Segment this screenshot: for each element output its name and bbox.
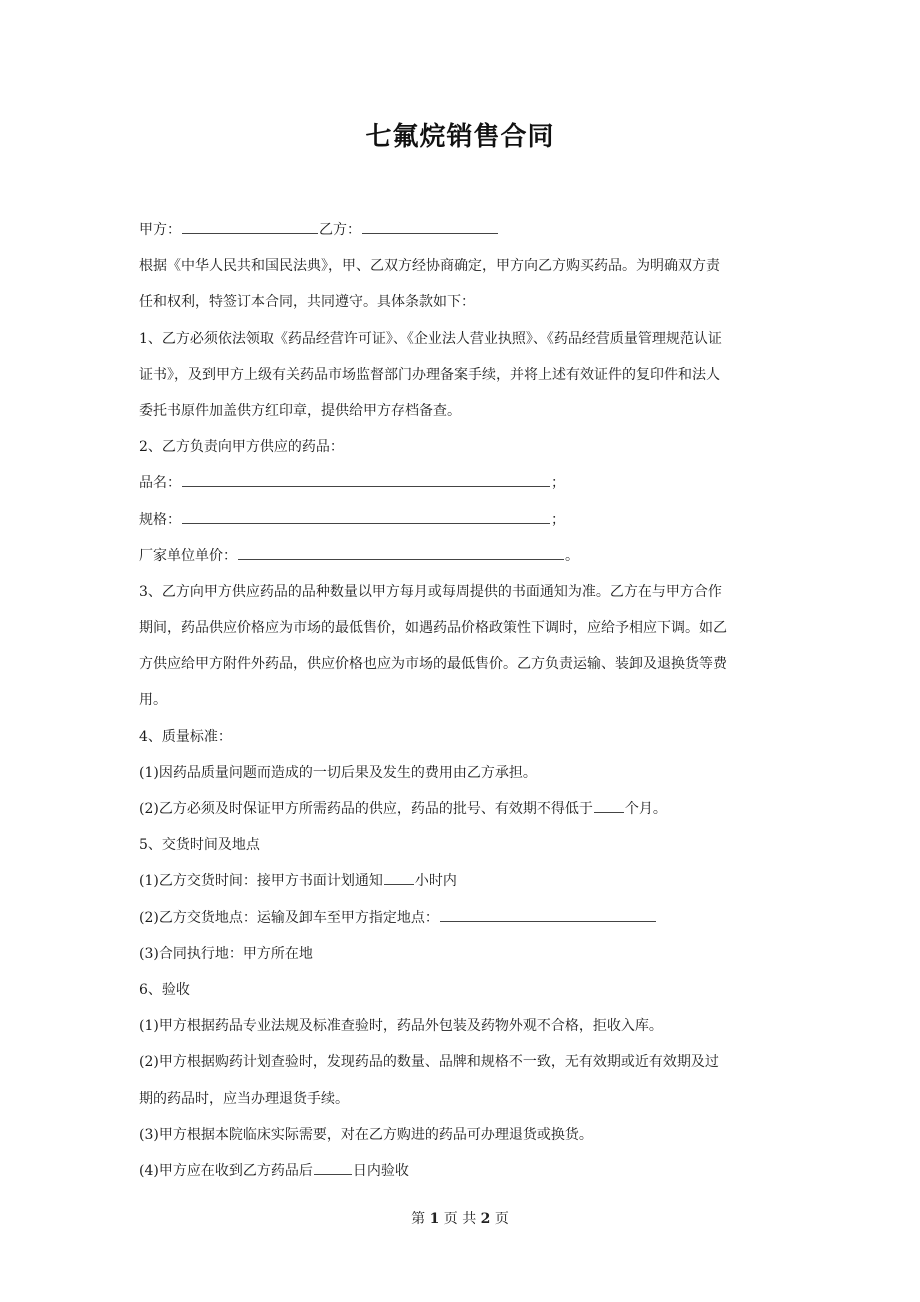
unit-price-line — [139, 538, 784, 574]
validity-months-blank[interactable] — [594, 796, 624, 813]
clause-2-heading: 2、乙方负责向甲方供应的药品： — [139, 439, 344, 456]
spec-blank[interactable] — [182, 507, 550, 524]
clause-4-item-2-suffix: 个月。 — [624, 801, 667, 817]
clause-5-item-1-suffix: 小时内 — [414, 873, 457, 890]
clause-5-item-1 — [139, 863, 784, 899]
intro-line: 根据《中华人民共和国民法典》，甲、乙双方经协商确定，甲方向乙方购买药品。为明确双方责 — [139, 258, 720, 275]
intro-line: 任和权利，特签订本合同，共同遵守。具体条款如下： — [139, 294, 475, 311]
current-page-number: 1 — [429, 1211, 440, 1227]
clause-4-item-2 — [139, 791, 784, 827]
clause-4-heading: 4、质量标准： — [139, 728, 232, 745]
clause-5-item-2 — [139, 900, 784, 936]
page-footer — [0, 1208, 920, 1228]
party-b-blank[interactable] — [362, 217, 498, 234]
clause-1-line: 委托书原件加盖供方红印章，提供给甲方存档备查。 — [139, 402, 461, 419]
clause-6-item-4-text: (4)甲方应在收到乙方药品后 — [139, 1162, 313, 1179]
clause-6-item-4 — [139, 1153, 784, 1189]
footer-suffix: 页 — [494, 1211, 509, 1227]
document-body — [139, 212, 784, 1189]
spec-end: ； — [551, 511, 565, 528]
clause-1-line: 1、乙方必须依法领取《药品经营许可证》、《企业法人营业执照》、《药品经营质量管理规范认证 — [139, 330, 722, 347]
clause-3-line: 用。 — [139, 692, 167, 709]
parties-line — [139, 212, 784, 248]
clause-5-item-1-text: (1)乙方交货时间：接甲方书面计划通知 — [139, 873, 383, 890]
clause-6-item-3: (3)甲方根据本院临床实际需要，对在乙方购进的药品可办理退货或换货。 — [139, 1126, 593, 1143]
spec-line — [139, 502, 784, 538]
inspection-days-blank[interactable] — [314, 1158, 352, 1175]
clause-6-item-2: (2)甲方根据购药计划查验时，发现药品的数量、品牌和规格不一致，无有效期或近有效期及过 — [139, 1054, 719, 1071]
product-name-line — [139, 465, 784, 501]
clause-6-item-1: (1)甲方根据药品专业法规及标准查验时，药品外包装及药物外观不合格，拒收入库。 — [139, 1018, 663, 1035]
delivery-location-blank[interactable] — [440, 905, 656, 922]
delivery-hours-blank[interactable] — [384, 868, 414, 885]
document-title: 七氟烷销售合同 — [365, 122, 555, 152]
spec-label: 规格： — [139, 511, 181, 528]
clause-4-item-2-text: (2)乙方必须及时保证甲方所需药品的供应，药品的批号、有效期不得低于 — [139, 801, 593, 817]
unit-price-blank[interactable] — [238, 543, 564, 560]
clause-5-heading: 5、交货时间及地点 — [139, 837, 260, 854]
product-name-end: ； — [551, 475, 565, 492]
unit-price-end: 。 — [565, 547, 579, 564]
total-pages-number: 2 — [480, 1211, 491, 1227]
clause-6-heading: 6、验收 — [139, 981, 190, 998]
party-b-label: 乙方： — [319, 222, 361, 238]
product-name-label: 品名： — [139, 475, 181, 492]
footer-mid: 页 共 — [443, 1211, 477, 1227]
clause-5-item-3: (3)合同执行地：甲方所在地 — [139, 945, 313, 962]
unit-price-label: 厂家单位单价： — [139, 547, 237, 564]
clause-1-line: 证书》，及到甲方上级有关药品市场监督部门办理备案手续，并将上述有效证件的复印件和法人 — [139, 366, 720, 383]
clause-5-item-2-text: (2)乙方交货地点：运输及卸车至甲方指定地点： — [139, 909, 439, 926]
clause-3-line: 3、乙方向甲方供应药品的品种数量以甲方每月或每周提供的书面通知为准。乙方在与甲方合作 — [139, 583, 722, 600]
clause-4-item-1: (1)因药品质量问题而造成的一切后果及发生的费用由乙方承担。 — [139, 764, 537, 781]
footer-prefix: 第 — [411, 1211, 426, 1227]
party-a-blank[interactable] — [182, 217, 318, 234]
clause-3-line: 方供应给甲方附件外药品，供应价格也应为市场的最低售价。乙方负责运输、装卸及退换货等费 — [139, 656, 727, 673]
clause-6-item-2: 期的药品时，应当办理退货手续。 — [139, 1090, 349, 1107]
party-a-label: 甲方： — [139, 222, 181, 238]
clause-3-line: 期间，药品供应价格应为市场的最低售价，如遇药品价格政策性下调时，应给予相应下调。如乙 — [139, 620, 727, 637]
product-name-blank[interactable] — [182, 470, 550, 487]
clause-6-item-4-suffix: 日内验收 — [352, 1162, 409, 1179]
